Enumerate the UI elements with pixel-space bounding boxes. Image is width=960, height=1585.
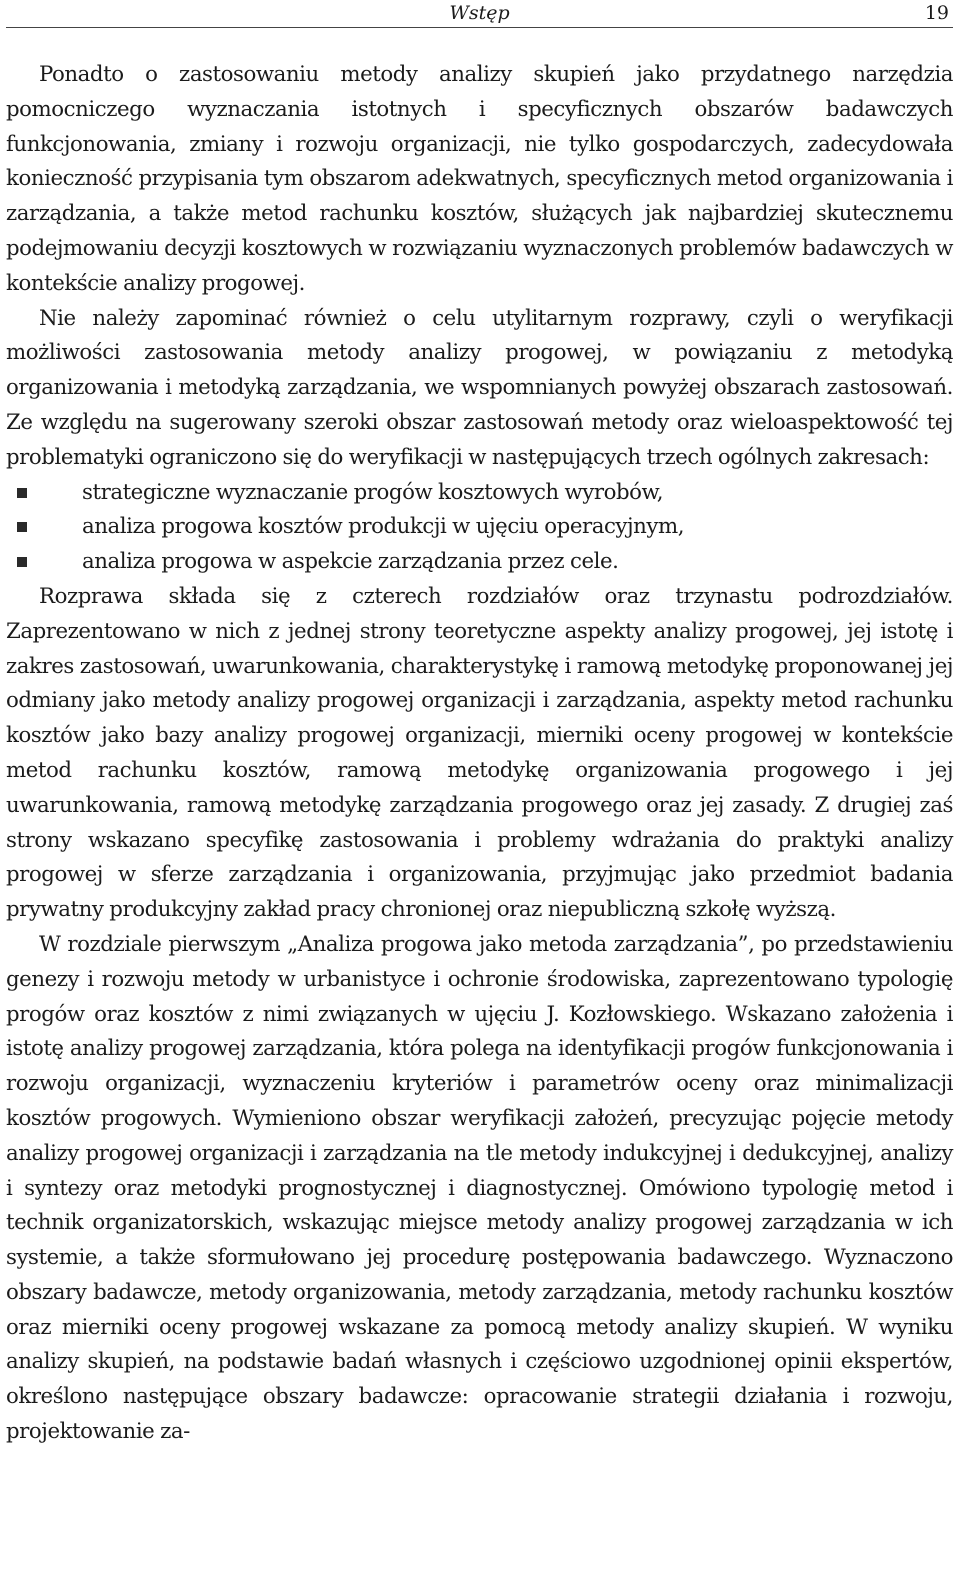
- square-bullet-icon: [17, 522, 27, 532]
- page-number: 19: [924, 2, 949, 24]
- paragraph-1: Ponadto o zastosowaniu metody analizy skupień jako przydatnego narzędzia pomocniczego wyznaczania istotnych i specyficznych obszarów badawczych funkcjonowania, zmiany i rozwoju organizacji, nie tylko gospodarczych, zadecydowała konieczność przypisania tym obszarom adekwatnych, specyficznych metod organizowania i zarządzania, a także metod rachunku kosztów, służących jak najbardziej skutecznemu podejmowaniu decyzji kosztowych w rozwiązaniu wyznaczonych problemów badawczych w kontekście analizy progowej.: [6, 62, 953, 296]
- list-item: [82, 476, 953, 511]
- paragraph-3: Rozprawa składa się z czterech rozdziałów oraz trzynastu podrozdziałów. Zaprezentowano w nich z jednej strony teoretyczne aspekty analizy progowej, jej istotę i zakres zastosowań, uwarunkowania, charakterystykę i ramową metodykę proponowanej jej odmiany jako metody analizy progowej organizacji i zarządzania, aspekty metod rachunku kosztów jako bazy analizy progowej organizacji, mierniki oceny progowej w kontekście metod rachunku kosztów, ramową metodykę organizowania progowego i jej uwarunkowania, ramową metodykę zarządzania progowego oraz jej zasady. Z drugiej zaś strony wskazano specyfikę zastosowania i problemy wdrażania do praktyki analizy progowej w sferze zarządzania i organizowania, przyjmując jako przedmiot badania prywatny produkcyjny zakład pracy chronionej oraz niepubliczną szkołę wyższą.: [6, 583, 953, 923]
- square-bullet-icon: [17, 557, 27, 567]
- square-bullet-icon: [17, 488, 27, 498]
- list-item: [82, 510, 953, 545]
- list-item-text: analiza progowa w aspekcie zarządzania przez cele.: [82, 549, 619, 575]
- paragraph-2: Nie należy zapominać również o celu utylitarnym rozprawy, czyli o weryfikacji możliwości zastosowania metody analizy progowej, w powiązaniu z metodyką organizowania i metodyką zarządzania, we wspomnianych powyżej obszarach zastosowań. Ze względu na sugerowany szeroki obszar zastosowań metody oraz wieloaspektowość tej problematyki ograniczono się do weryfikacji w następujących trzech ogólnych zakresach:: [6, 305, 953, 470]
- bullet-list: [6, 476, 953, 580]
- page-body: [6, 58, 953, 1450]
- running-header: [6, 0, 953, 28]
- list-item: [82, 545, 953, 580]
- running-title: Wstęp: [449, 2, 510, 24]
- paragraph-4: W rozdziale pierwszym „Analiza progowa jako metoda zarządzania”, po przedstawieniu genezy i rozwoju metody w urbanistyce i ochronie środowiska, zaprezentowano typologię progów oraz kosztów z nimi związanych w ujęciu J. Kozłowskiego. Wskazano założenia i istotę analizy progowej zarządzania, która polega na identyfikacji progów funkcjonowania i rozwoju organizacji, wyznaczeniu kryteriów i parametrów oceny oraz minimalizacji kosztów progowych. Wymieniono obszar weryfikacji założeń, precyzując pojęcie metody analizy progowej organizacji i zarządzania na tle metody indukcyjnej i dedukcyjnej, analizy i syntezy oraz metodyki prognostycznej i diagnostycznej. Omówiono typologię metod i technik organizatorskich, wskazując miejsce metody analizy progowej zarządzania w ich systemie, a także sformułowano jej procedurę postępowania badawczego. Wyznaczono obszary badawcze, metody organizowania, metody zarządzania, metody rachunku kosztów oraz mierniki oceny progowej wskazane za pomocą metody analizy skupień. W wyniku analizy skupień, na podstawie badań własnych i częściowo uzgodnionej opinii ekspertów, określono następujące obszary badawcze: opracowanie strategii działania i rozwoju, projektowanie za-: [6, 931, 953, 1445]
- list-item-text: analiza progowa kosztów produkcji w ujęciu operacyjnym,: [82, 514, 685, 540]
- list-item-text: strategiczne wyznaczanie progów kosztowych wyrobów,: [82, 479, 664, 505]
